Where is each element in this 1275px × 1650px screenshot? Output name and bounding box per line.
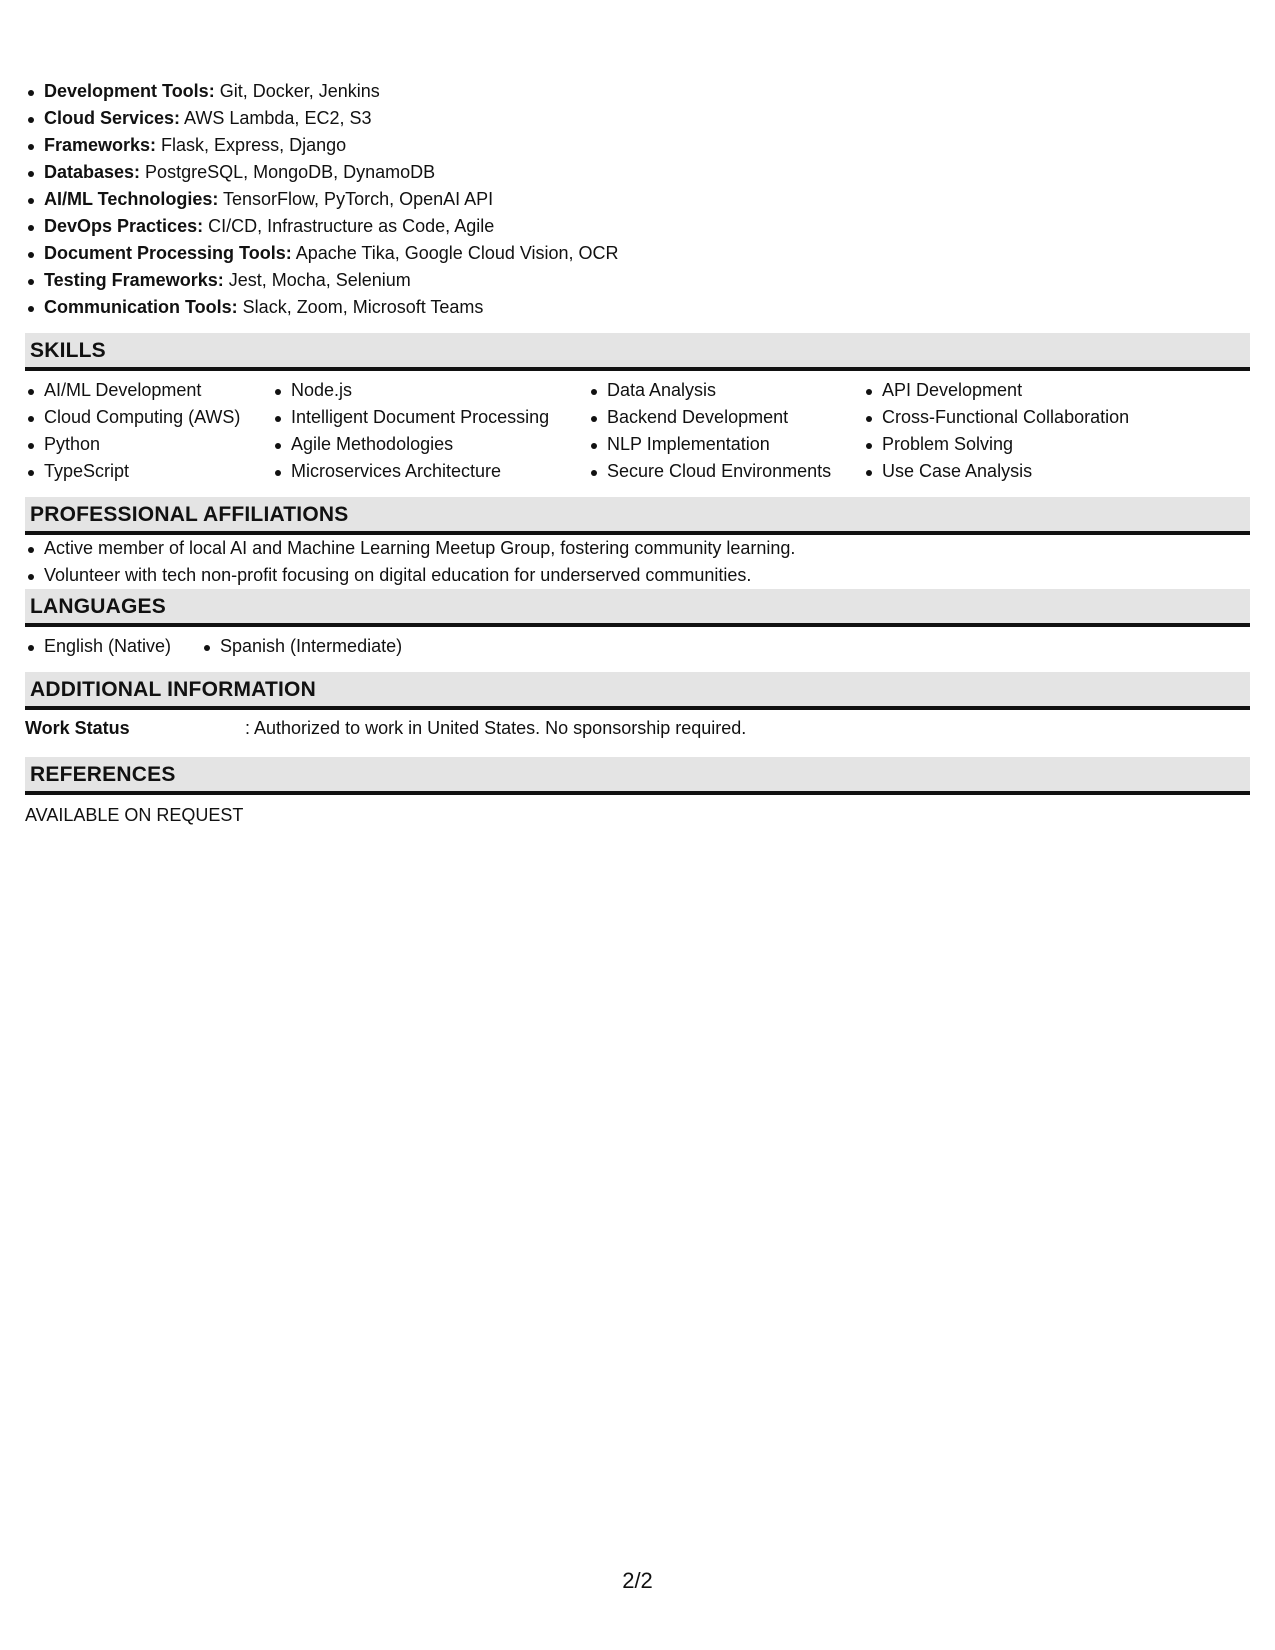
- list-item: [25, 159, 1250, 186]
- page-number: 2/2: [622, 1568, 653, 1593]
- skills-grid: [25, 377, 1250, 485]
- language-item: Spanish (Intermediate): [201, 633, 402, 660]
- list-item: [25, 294, 1250, 321]
- tech-label: DevOps Practices:: [44, 216, 204, 236]
- skill-item: Agile Methodologies: [272, 431, 588, 458]
- skill-item: API Development: [863, 377, 1163, 404]
- skill-item: Microservices Architecture: [272, 458, 588, 485]
- tech-label: Cloud Services:: [44, 108, 181, 128]
- technical-skills-list: [25, 78, 1250, 321]
- list-item: [25, 132, 1250, 159]
- tech-value: AWS Lambda, EC2, S3: [180, 108, 372, 128]
- tech-label: AI/ML Technologies:: [44, 189, 219, 209]
- list-item: [25, 105, 1250, 132]
- tech-value: Apache Tika, Google Cloud Vision, OCR: [291, 243, 619, 263]
- tech-value: PostgreSQL, MongoDB, DynamoDB: [140, 162, 436, 182]
- references-heading: REFERENCES: [25, 757, 1250, 795]
- work-status-label: Work Status: [25, 718, 130, 738]
- list-item: [25, 213, 1250, 240]
- list-item: [25, 267, 1250, 294]
- skills-column: [272, 377, 588, 485]
- tech-value: CI/CD, Infrastructure as Code, Agile: [203, 216, 495, 236]
- tech-value: Slack, Zoom, Microsoft Teams: [237, 297, 484, 317]
- languages-list: [25, 633, 1250, 660]
- work-status-value: : Authorized to work in United States. No sponsorship required.: [245, 718, 747, 738]
- tech-label: Document Processing Tools:: [44, 243, 292, 263]
- resume-page: [25, 78, 1250, 829]
- skill-item: Cloud Computing (AWS): [25, 404, 272, 431]
- skill-item: TypeScript: [25, 458, 272, 485]
- skill-item: Cross-Functional Collaboration: [863, 404, 1163, 431]
- skill-item: Intelligent Document Processing: [272, 404, 588, 431]
- list-item: [25, 240, 1250, 267]
- tech-value: TensorFlow, PyTorch, OpenAI API: [218, 189, 494, 209]
- skill-item: Use Case Analysis: [863, 458, 1163, 485]
- language-column: [201, 633, 402, 660]
- tech-value: Jest, Mocha, Selenium: [223, 270, 411, 290]
- skills-column: [25, 377, 272, 485]
- work-status-row: [25, 715, 1250, 742]
- skill-item: Python: [25, 431, 272, 458]
- skills-column: [863, 377, 1163, 485]
- tech-label: Development Tools:: [44, 81, 215, 101]
- language-column: [25, 633, 201, 660]
- additional-info-heading: ADDITIONAL INFORMATION: [25, 672, 1250, 710]
- list-item: [25, 186, 1250, 213]
- affiliations-list: [25, 535, 1250, 589]
- affiliations-heading: PROFESSIONAL AFFILIATIONS: [25, 497, 1250, 535]
- list-item: [25, 78, 1250, 105]
- skill-item: NLP Implementation: [588, 431, 863, 458]
- skill-item: Data Analysis: [588, 377, 863, 404]
- language-item: English (Native): [25, 633, 201, 660]
- tech-label: Frameworks:: [44, 135, 157, 155]
- skill-item: Node.js: [272, 377, 588, 404]
- skill-item: AI/ML Development: [25, 377, 272, 404]
- languages-heading: LANGUAGES: [25, 589, 1250, 627]
- references-text: AVAILABLE ON REQUEST: [25, 805, 244, 825]
- affiliation-item: Volunteer with tech non-profit focusing on digital education for underserved communities.: [25, 562, 1250, 589]
- affiliation-item: Active member of local AI and Machine Learning Meetup Group, fostering community learning.: [25, 535, 1250, 562]
- tech-value: Git, Docker, Jenkins: [214, 81, 380, 101]
- skills-heading: SKILLS: [25, 333, 1250, 371]
- skill-item: Problem Solving: [863, 431, 1163, 458]
- skill-item: Secure Cloud Environments: [588, 458, 863, 485]
- tech-label: Communication Tools:: [44, 297, 238, 317]
- tech-value: Flask, Express, Django: [156, 135, 347, 155]
- tech-label: Databases:: [44, 162, 141, 182]
- skills-column: [588, 377, 863, 485]
- skill-item: Backend Development: [588, 404, 863, 431]
- tech-label: Testing Frameworks:: [44, 270, 224, 290]
